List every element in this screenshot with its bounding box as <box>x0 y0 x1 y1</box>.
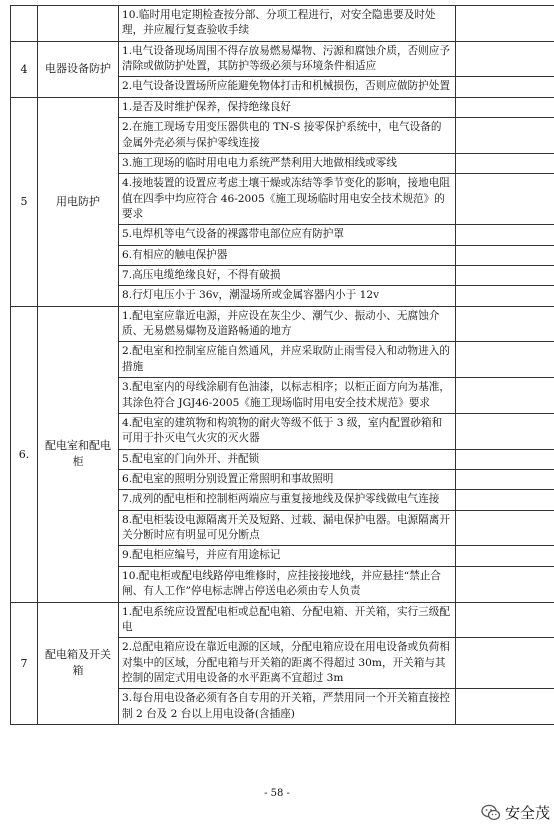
item-cell: 3.施工现场的临时用电电力系统严禁利用大地做相线或零线 <box>119 153 456 173</box>
result-cell <box>456 638 554 689</box>
item-cell: 2.总配电箱应设在靠近电源的区域，分配电箱应设在用电设备或负荷相对集中的区域，分配电箱与开关箱的距离不得超过 30m，开关箱与其控制的固定式用电设备的水平距离不宜超过 3m <box>119 638 456 689</box>
result-cell <box>456 245 554 265</box>
table-row <box>11 306 554 342</box>
result-cell <box>456 378 554 414</box>
result-cell <box>456 342 554 378</box>
page-number: - 58 - <box>264 788 290 799</box>
item-cell: 5.配电室的门向外开、并配锁 <box>119 449 456 469</box>
item-cell: 7.成列的配电柜和控制柜两端应与重复接地线及保护零线做电气连接 <box>119 490 456 510</box>
table-row <box>11 6 554 42</box>
item-cell: 1.电气设备现场周围不得存放易燃易爆物、污源和腐蚀介质，否则应予清除或做防护处置，其防护等级必须与环境条件相适应 <box>119 41 456 77</box>
category-cell: 配电箱及开关箱 <box>38 602 119 725</box>
item-cell: 1.是否及时维护保养，保持绝缘良好 <box>119 97 456 117</box>
item-cell: 1.配电系统应设置配电柜或总配电箱、分配电箱、开关箱，实行三级配电 <box>119 602 456 638</box>
result-cell <box>456 306 554 342</box>
item-cell: 8.行灯电压小于 36v，潮湿场所或金属容器内小于 12v <box>119 286 456 306</box>
table-row <box>11 602 554 638</box>
item-cell: 4.接地装置的设置应考虑土壤干燥或冻结等季节变化的影响，接地电阻值在四季中均应符合 46-2005《施工现场临时用电安全技术规范》的要求 <box>119 174 456 225</box>
result-cell <box>456 153 554 173</box>
section-number-cell: 5 <box>11 97 38 306</box>
item-cell: 10.临时用电定期检查按分部、分项工程进行，对安全隐患要及时处理，并应履行复查验收手续 <box>119 6 456 42</box>
item-cell: 5.电焊机等电气设备的裸露带电部位应有防护罩 <box>119 225 456 245</box>
result-cell <box>456 546 554 566</box>
section-number-cell: 4 <box>11 41 38 97</box>
item-cell: 1.配电室应靠近电源，并应设在灰尘少、潮气少、振动小、无腐蚀介质、无易燃易爆物及道路畅通的地方 <box>119 306 456 342</box>
item-cell: 8.配电柜装设电源隔离开关及短路、过载、漏电保护电器。电源隔离开关分断时应有明显可见分断点 <box>119 510 456 546</box>
result-cell <box>456 413 554 449</box>
result-cell <box>456 174 554 225</box>
result-cell <box>456 566 554 602</box>
result-cell <box>456 602 554 638</box>
result-cell <box>456 77 554 97</box>
table-row <box>11 41 554 77</box>
item-cell: 3.每台用电设备必须有各自专用的开关箱，严禁用同一个开关箱直接控制 2 台及 2 台以上用电设备(含插座) <box>119 689 456 725</box>
item-cell: 2.配电室和控制室应能自然通风，并应采取防止雨雪侵入和动物进入的措施 <box>119 342 456 378</box>
category-cell: 用电防护 <box>38 97 119 306</box>
section-number-cell <box>11 6 38 42</box>
result-cell <box>456 286 554 306</box>
result-cell <box>456 225 554 245</box>
item-cell: 6.配电室的照明分别设置正常照明和事故照明 <box>119 469 456 489</box>
result-cell <box>456 689 554 725</box>
result-cell <box>456 6 554 42</box>
item-cell: 6.有相应的触电保护器 <box>119 245 456 265</box>
section-number-cell: 7 <box>11 602 38 725</box>
wechat-icon <box>481 804 501 822</box>
item-cell: 2.电气设备设置场所应能避免物体打击和机械损伤，否则应做防护处置 <box>119 77 456 97</box>
category-cell <box>38 6 119 42</box>
result-cell <box>456 41 554 77</box>
item-cell: 2.在施工现场专用变压器供电的 TN-S 接零保护系统中，电气设备的金属外壳必须与保护零线连接 <box>119 118 456 154</box>
item-cell: 3.配电室内的母线涂刷有色油漆，以标志相序；以柜正面方向为基准，其涂色符合 JGJ46-2005《施工现场临时用电安全技术规范》要求 <box>119 378 456 414</box>
inspection-table <box>10 5 554 725</box>
result-cell <box>456 266 554 286</box>
result-cell <box>456 490 554 510</box>
item-cell: 9.配电柜应编号，并应有用途标记 <box>119 546 456 566</box>
category-cell: 配电室和配电柜 <box>38 306 119 602</box>
result-cell <box>456 510 554 546</box>
table-row <box>11 97 554 117</box>
brand-watermark <box>481 802 550 823</box>
result-cell <box>456 118 554 154</box>
result-cell <box>456 97 554 117</box>
item-cell: 7.高压电缆绝缘良好，不得有破损 <box>119 266 456 286</box>
category-cell: 电器设备防护 <box>38 41 119 97</box>
item-cell: 10.配电柜或配电线路停电维修时，应挂接接地线，并应悬挂“禁止合闸、有人工作”停电标志牌占停送电必须由专人负责 <box>119 566 456 602</box>
item-cell: 4.配电室的建筑物和构筑物的耐火等级不低于 3 级，室内配置砂箱和可用于扑灭电气火灾的灭火器 <box>119 413 456 449</box>
result-cell <box>456 469 554 489</box>
result-cell <box>456 449 554 469</box>
section-number-cell: 6. <box>11 306 38 602</box>
brand-text: 安全茂 <box>504 804 550 822</box>
